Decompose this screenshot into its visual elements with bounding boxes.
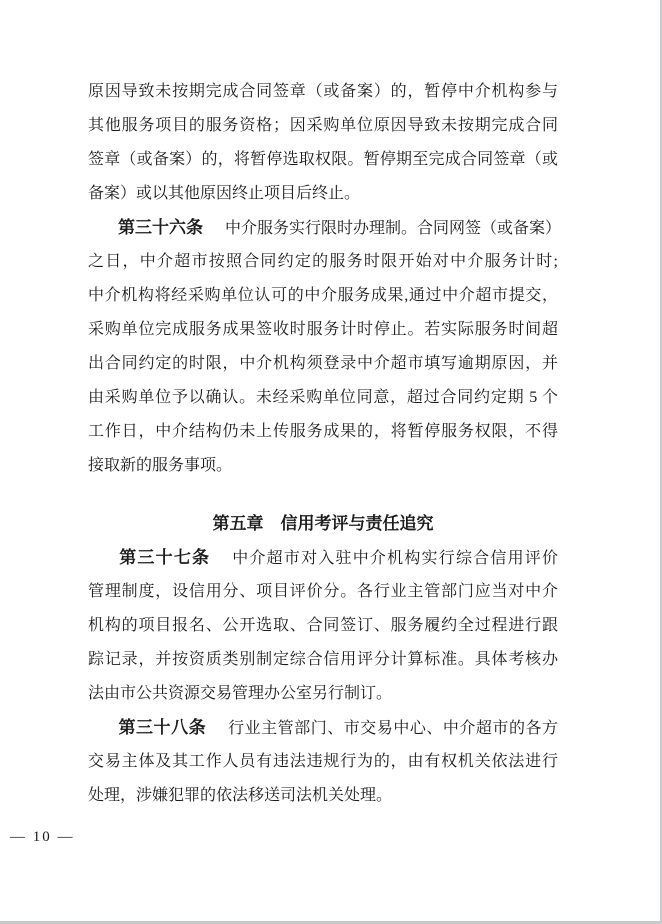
article-number: 第三十八条 (118, 718, 207, 737)
article-number: 第三十七条 (118, 548, 211, 567)
article-first-line-text: 中介超市对入驻中介机构实行综合信用评价 (232, 550, 558, 567)
text-line: 管理制度，设信用分、项目评价分。各行业主管部门应当对中介 (88, 583, 558, 600)
text-line: 处理，涉嫌犯罪的依法移送司法机关处理。 (88, 787, 393, 804)
text-line: 其他服务项目的服务资格；因采购单位原因导致未按期完成合同 (88, 117, 558, 134)
text-line: 备案）或以其他原因终止项目后终止。 (88, 185, 361, 202)
article-first-line-text: 行业主管部门、市交易中心、中介超市的各方 (228, 720, 558, 737)
text-line: 机构的项目报名、公开选取、合同签订、服务履约全过程进行跟 (88, 617, 558, 634)
text-line (88, 211, 562, 245)
text-line (88, 541, 558, 575)
article-number: 第三十六条 (118, 218, 203, 237)
text-line: 由采购单位予以确认。未经采购单位同意，超过合同约定期 5 个 (88, 389, 558, 406)
text-line: 出合同约定的时限，中介机构须登录中介超市填写逾期原因，并 (88, 355, 558, 372)
text-line: 踪记录，并按资质类别制定综合信用评分计算标准。具体考核办 (88, 651, 558, 668)
page-number: — 10 — (10, 829, 75, 845)
text-line: 中介机构将经采购单位认可的中介服务成果,通过中介超市提交， (88, 287, 558, 304)
text-line: 接取新的服务事项。 (88, 457, 233, 474)
text-line: 原因导致未按期完成合同签章（或备案）的，暂停中介机构参与 (88, 83, 558, 100)
text-line: 交易主体及其工作人员有违法违规行为的，由有权机关依法进行 (88, 753, 558, 770)
text-line: 法由市公共资源交易管理办公室另行制订。 (88, 685, 393, 702)
text-line: 之日，中介超市按照合同约定的服务时限开始对中介服务计时; (88, 253, 558, 270)
chapter-heading: 第五章 信用考评与责任追究 (212, 514, 434, 533)
text-line: 签章（或备案）的，将暂停选取权限。暂停期至完成合同签章（或 (88, 151, 558, 168)
text-line: 工作日，中介结构仍未上传服务成果的，将暂停服务权限，不得 (88, 423, 558, 440)
article-first-line-text: 中介服务实行限时办理制。合同网签（或备案） (225, 220, 562, 237)
text-line (88, 711, 558, 745)
text-line: 采购单位完成服务成果签收时服务计时停止。若实际服务时间超 (88, 321, 558, 338)
